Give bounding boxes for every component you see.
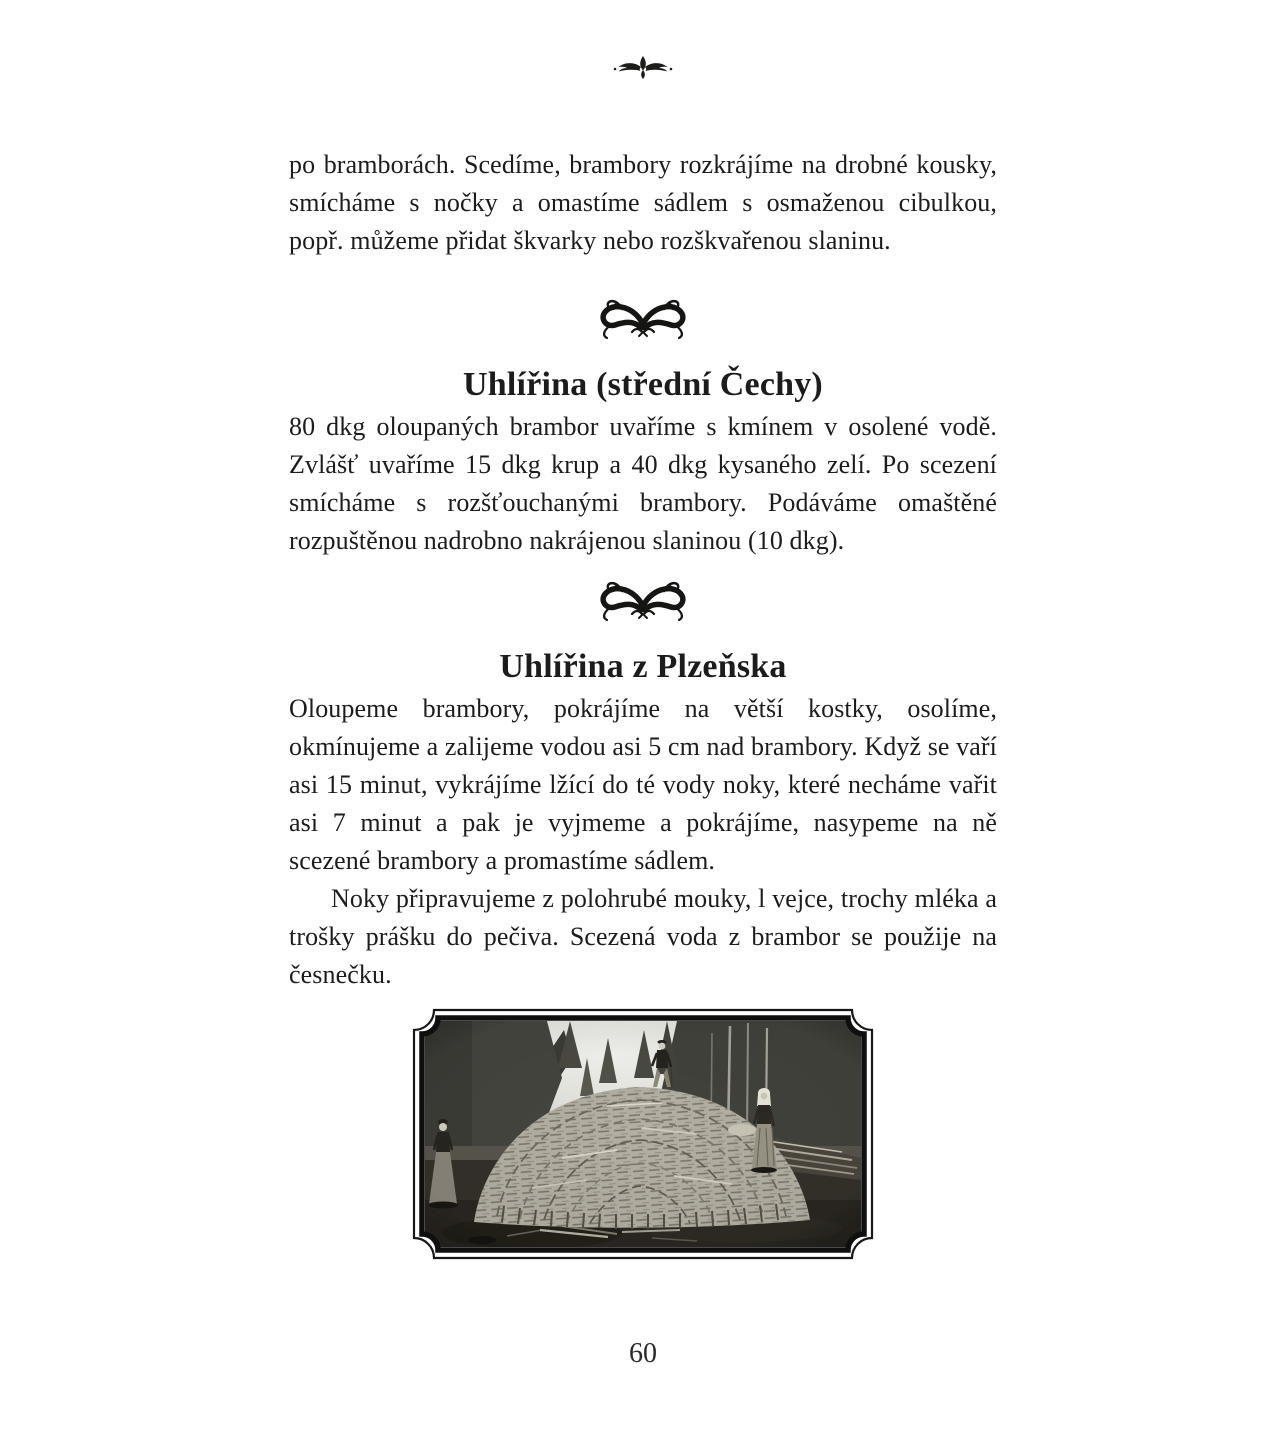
recipe-paragraph-uhlirina-stredni-cechy: 80 dkg oloupaných brambor uvaříme s kmínem v osolené vodě. Zvlášť uvaříme 15 dkg krup a 40 dkg kysaného zelí. Po scezení smícháme s rozšťouchanými brambory. Podáváme omaštěné rozpuštěnou nadrobno nakrájenou slaninou (10 dkg).: [289, 412, 997, 555]
charcoal-kiln-photo-scene: [425, 1021, 861, 1249]
intro-paragraph: po bramborách. Scedíme, brambory rozkrájíme na drobné kousky, smícháme s nočky a omastíme sádlem s osmaženou cibulkou, popř. můžeme přidat škvarky nebo rozškvařenou slaninu.: [289, 150, 997, 255]
mirrored-scroll-flourish-icon: [584, 576, 702, 626]
recipe-paragraph-uhlirina-z-plzenska: Oloupeme brambory, pokrájíme na větší kostky, osolíme, okmínujeme a zalijeme vodou asi 5 cm nad brambory. Když se vaří asi 15 minut, vykrájíme lžící do té vody noky, které necháme vařit asi 7 minut a pak je vyjmeme a pokrájíme, nasypeme na ně scezené brambory a promastíme sádlem.: [289, 694, 997, 875]
page-number: 60: [629, 1338, 657, 1369]
recipe-paragraph-noky: Noky připravujeme z polohrubé mouky, l vejce, trochy mléka a trošky prášku do pečiva. Scezená voda z brambor se použije na česnečku.: [289, 884, 997, 989]
winged-leaf-fleuron-icon: [610, 54, 676, 82]
section-title-uhlirina-z-plzenska: Uhlířina z Plzeňska: [499, 648, 787, 685]
photo-charcoal-kiln: [412, 1008, 874, 1260]
section-divider: [289, 294, 997, 344]
text-column: [289, 146, 997, 994]
section-title-uhlirina-stredni-cechy: Uhlířina (střední Čechy): [463, 366, 823, 403]
mirrored-scroll-flourish-icon: [584, 294, 702, 344]
top-fleuron-ornament: [0, 0, 1286, 82]
section-divider: [289, 576, 997, 626]
